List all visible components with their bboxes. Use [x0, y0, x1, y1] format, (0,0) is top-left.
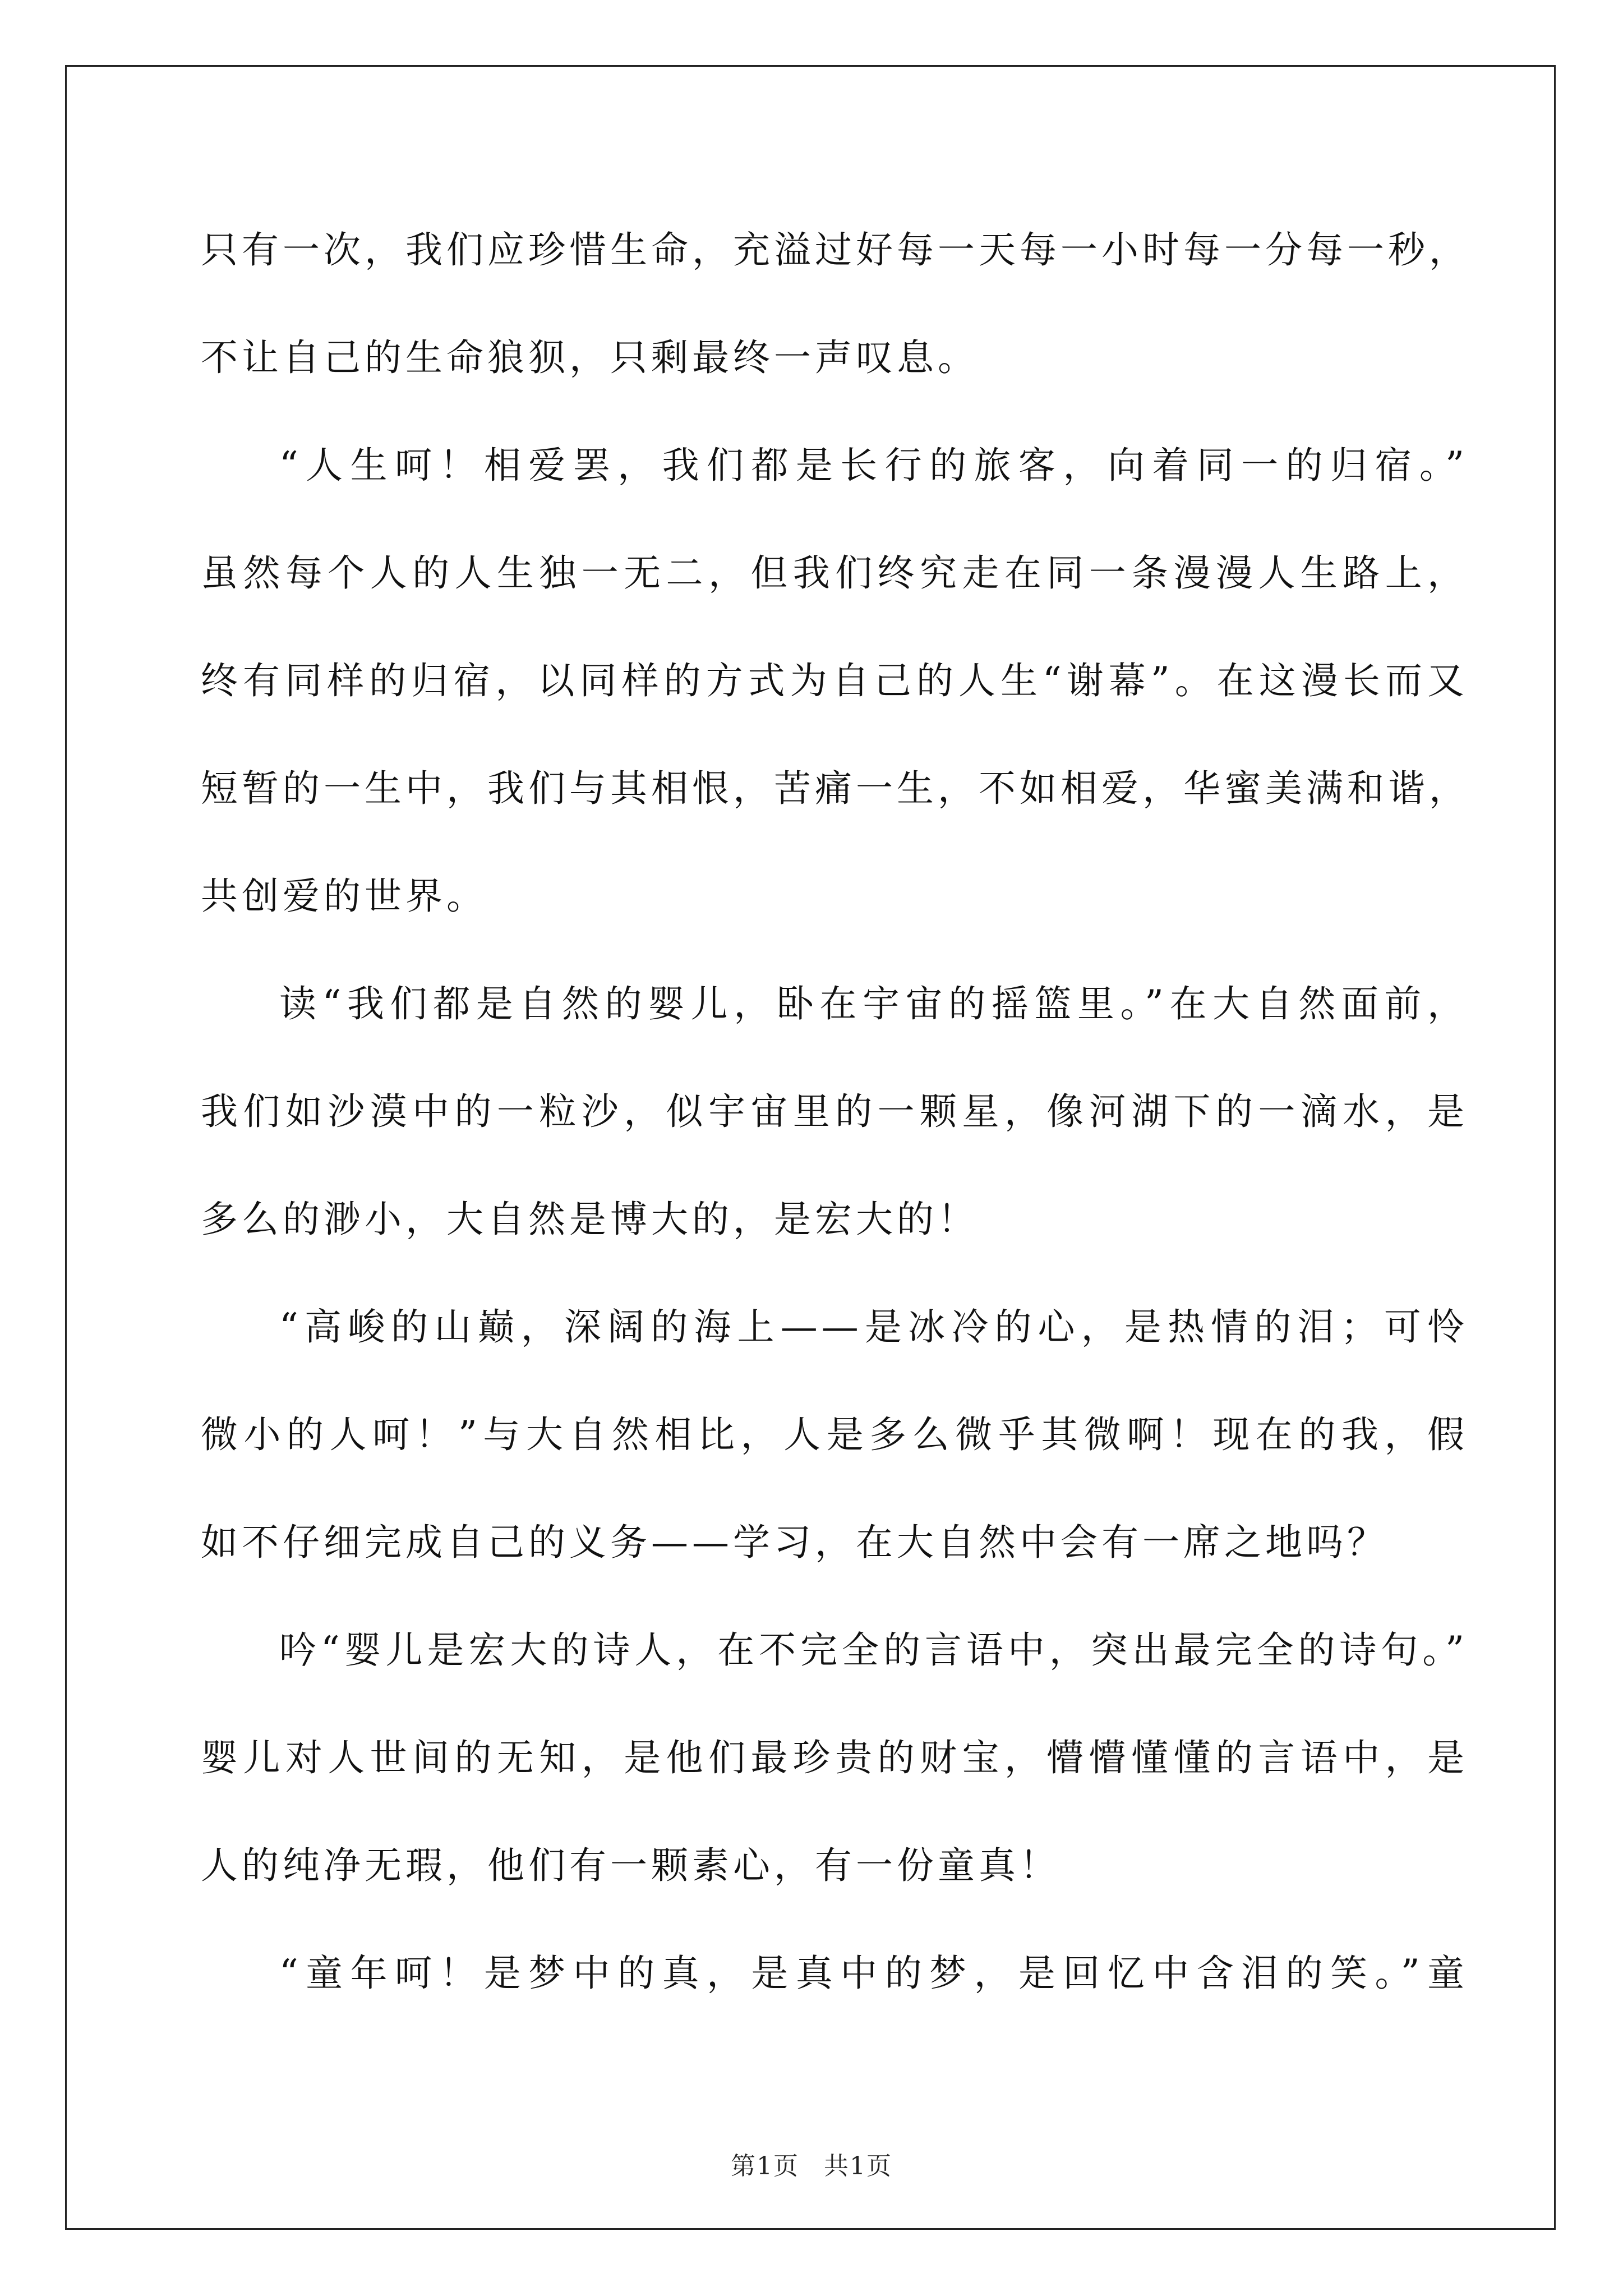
text-line-13: 如不仔细完成自己的义务——学习，在大自然中会有一席之地吗？: [201, 1521, 1388, 1564]
text-line-11: “高峻的山巅，深阔的海上——是冰冷的心，是热情的泪；可怜: [279, 1305, 1468, 1349]
page-number: 第1页: [731, 2152, 799, 2180]
document-body: [201, 196, 1468, 2027]
text-line-16: 人的纯净无瑕，他们有一颗素心，有一份童真！: [201, 1844, 1061, 1887]
text-line-3: “人生呵！相爱罢，我们都是长行的旅客，向着同一的归宿。”: [279, 444, 1468, 487]
text-line-14: 吟“婴儿是宏大的诗人，在不完全的言语中，突出最完全的诗句。”: [279, 1628, 1468, 1672]
text-line-9: 我们如沙漠中的一粒沙，似宇宙里的一颗星，像河湖下的一滴水，是: [201, 1090, 1468, 1133]
text-line-12: 微小的人呵！”与大自然相比，人是多么微乎其微啊！现在的我，假: [201, 1413, 1468, 1456]
text-line-15: 婴儿对人世间的无知，是他们最珍贵的财宝，懵懵懂懂的言语中，是: [201, 1736, 1468, 1779]
text-line-7: 共创爱的世界。: [201, 875, 487, 918]
page-total: 共1页: [824, 2152, 892, 2180]
text-line-5: 终有同样的归宿，以同样的方式为自己的人生“谢幕”。在这漫长而又: [201, 659, 1468, 702]
text-line-1: 只有一次，我们应珍惜生命，充溢过好每一天每一小时每一分每一秒，: [201, 228, 1470, 272]
text-line-2: 不让自己的生命狼狈，只剩最终一声叹息。: [201, 336, 979, 379]
text-line-8: 读“我们都是自然的婴儿，卧在宇宙的摇篮里。”在大自然面前，: [279, 982, 1468, 1025]
text-line-4: 虽然每个人的人生独一无二，但我们终究走在同一条漫漫人生路上，: [201, 551, 1468, 595]
text-line-17: “童年呵！是梦中的真，是真中的梦，是回忆中含泪的笑。”童: [279, 1952, 1468, 1995]
text-line-10: 多么的渺小，大自然是博大的，是宏大的！: [201, 1198, 979, 1241]
text-line-6: 短暂的一生中，我们与其相恨，苦痛一生，不如相爱，华蜜美满和谐，: [201, 767, 1470, 810]
page-footer: [0, 2146, 1623, 2182]
